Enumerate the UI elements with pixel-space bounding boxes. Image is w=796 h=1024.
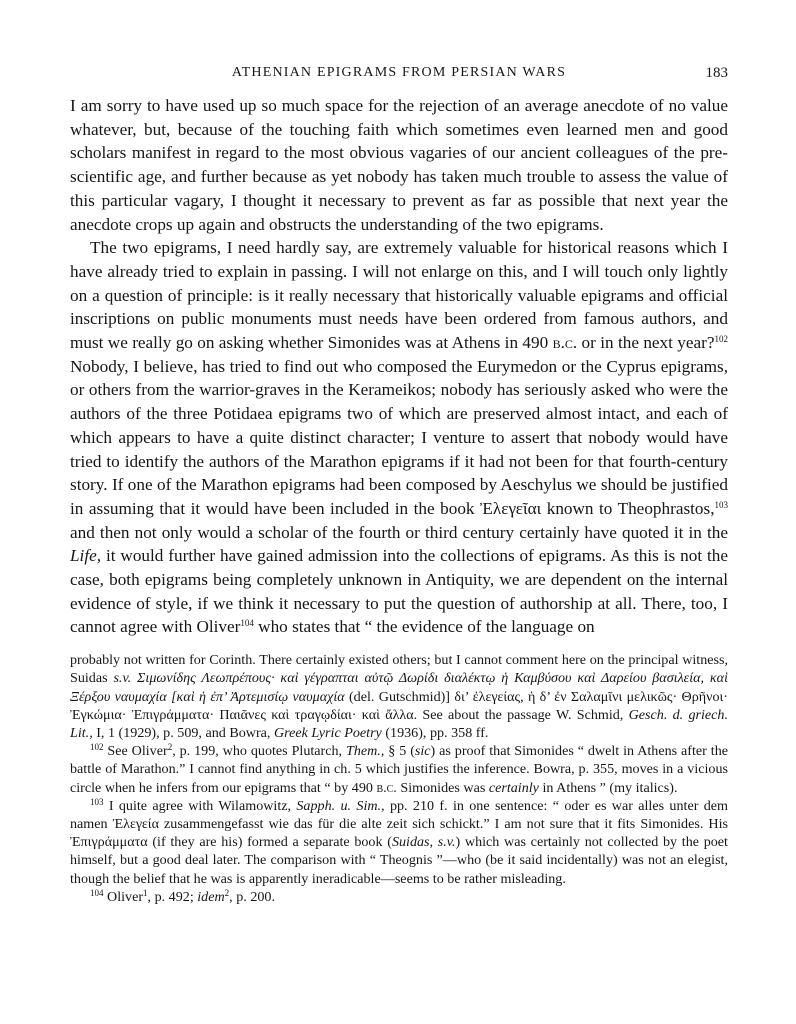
fn103-suidas: Suidas, s.v. bbox=[391, 834, 456, 851]
fn102-text-e: Simonides was bbox=[396, 779, 489, 796]
paragraph-2-text-d: it would further have gained admission into the collections of epigrams. As this is not the case, both epigrams being completely unknown in Antiquity, we are dependent on the internal evidence of style, if we think it necessary to put the question of authorship at all. There, too, I cannot agree with Oliver bbox=[70, 546, 728, 637]
running-title: ATHENIAN EPIGRAMS FROM PERSIAN WARS bbox=[231, 65, 567, 80]
fn102-text-c: § 5 ( bbox=[384, 743, 415, 760]
footnotes bbox=[70, 651, 728, 906]
main-text bbox=[70, 94, 728, 639]
fn102-text-b: , p. 199, who quotes Plutarch, bbox=[172, 743, 346, 760]
paragraph-2-text-c: and then not only would a scholar of the fourth or third century certainly have quoted it in the bbox=[70, 522, 728, 542]
running-header bbox=[70, 58, 728, 88]
fn103-text-b: pp. 210 f. in one sentence: “ oder es war alles unter dem namen Ἐλεγεία zusammengefasst wie das für die alte zeit sich schickt.” I am not sure that it fits Simonides. His Ἐπιγράμματα (if they are his) formed a separate book ( bbox=[70, 797, 729, 851]
footnote-ref-103: 103 bbox=[714, 499, 728, 510]
footnote-102 bbox=[70, 742, 728, 797]
fn102-text-a: See Oliver bbox=[103, 743, 168, 760]
fn102-text-d: ) as proof that Simonides “ dwelt in Athens after the battle of Marathon.” I cannot find anything in ch. 5 which justifies the inference. Bowra, p. 355, moves in a vicious circle when he infers from our epigrams that “ by 490 bbox=[70, 743, 728, 796]
fn104-sup1: 1 bbox=[143, 887, 148, 898]
fn102-sup: 2 bbox=[167, 742, 173, 753]
bc-abbrev: b.c. bbox=[552, 333, 578, 353]
paragraph-2-text-a: The two epigrams, I need hardly say, are extremely valuable for historical reasons which I have already tried to explain in passing. I will not enlarge on this, and I will touch only lightly on a question of principle: is it really necessary that historically valuable epigrams and official inscriptions on public monuments must needs have been ordered from famous authors, and must we really go on asking whether Simonides was at Athens in 490 bbox=[70, 238, 728, 353]
footnote-number-102: 102 bbox=[90, 742, 104, 753]
paragraph-2-text-a-end: or in the next year? bbox=[577, 333, 715, 353]
fn102-text-f: in Athens ” (my italics). bbox=[538, 779, 678, 796]
fn104-idem: idem bbox=[197, 888, 225, 905]
italic-life: Life, bbox=[70, 546, 102, 566]
fn104-sup2: 2 bbox=[224, 887, 230, 898]
page-number: 183 bbox=[705, 65, 728, 81]
fn-cont-del: (del. Gutschmid)] δι’ ἐλεγείας, ἡ δ’ ἐν Σαλαμῖνι μελικῶς· Θρῆνοι· Ἐγκώμια· Ἐπιγράμματα· Παιᾶνες καὶ τραγῳδίαι· καὶ ἄλλα. bbox=[70, 688, 729, 723]
page bbox=[70, 58, 728, 906]
fn104-text-b: , p. 492; bbox=[147, 888, 198, 905]
greek-elegeiai: Ἐλεγεῖαι bbox=[480, 498, 542, 518]
fn102-bc: b.c. bbox=[376, 779, 397, 796]
paragraph-2 bbox=[70, 236, 728, 639]
fn102-sic: sic bbox=[414, 743, 431, 760]
fn103-text-c: ) which was certainly not collected by the poet himself, but a good deal later. The comparison with “ Theognis ”—who (be it said incidentally) was not an elegist, though the belief that he was is apparently ineradicable—seems to be rather misleading. bbox=[70, 834, 728, 887]
fn103-sapph: Sapph. u. Sim., bbox=[296, 797, 385, 814]
footnote-104 bbox=[70, 888, 728, 906]
paragraph-2-text-b-mid: known to Theophrastos, bbox=[541, 498, 715, 518]
fn104-text-a: Oliver bbox=[103, 888, 144, 905]
footnote-continuation bbox=[70, 651, 728, 742]
fn-cont-text: probably not written for Corinth. There certainly existed others; but I cannot comment here on the principal witness, Suidas bbox=[70, 652, 728, 687]
fn102-certainly: certainly bbox=[488, 779, 539, 796]
fn-cont-sv: s.v. bbox=[113, 670, 132, 687]
footnote-number-103: 103 bbox=[90, 796, 104, 807]
fn-cont-gesch: Gesch. d. griech. Lit., bbox=[70, 706, 728, 741]
footnote-103 bbox=[70, 797, 728, 888]
footnote-ref-104: 104 bbox=[240, 618, 254, 629]
fn-cont-text-d: (1936), pp. 358 ff. bbox=[381, 724, 489, 741]
footnote-ref-102: 102 bbox=[714, 334, 728, 345]
footnote-number-104: 104 bbox=[90, 887, 104, 898]
paragraph-2-text-b: Nobody, I believe, has tried to find out who composed the Eurymedon or the Cyprus epigrams, or others from the warrior-graves in the Kerameikos; nobody has seriously asked who were the authors of the three Potidaea epigrams two of which are preserved almost intact, and each of which appears to have a quite distinct character; I venture to assert that nobody would have tried to identify the authors of the Marathon epigrams if it had not been for that fourth-century story. If one of the Marathon epigrams had been composed by Aeschylus we should be justified in assuming that it would have been included in the book bbox=[70, 356, 728, 518]
fn-cont-text-c: I, 1 (1929), p. 509, and Bowra, bbox=[92, 724, 274, 741]
paragraph-1: I am sorry to have used up so much space for the rejection of an average anecdote of no value whatever, but, because of the touching faith which sometimes even learned men and good scholars manifest in regard to the most obvious vagaries of our ancient colleagues of the pre-scientific age, and further because as yet nobody has taken much trouble to assess the value of this particular vagary, I thought it necessary to prevent as far as possible that next year the anecdote crops up again and obstructs the understanding of the two epigrams. bbox=[70, 96, 728, 234]
fn102-them: Them., bbox=[345, 743, 385, 760]
fn-cont-glp: Greek Lyric Poetry bbox=[273, 724, 382, 741]
fn-cont-greek: Σιμωνίδης Λεωπρέπους· καὶ γέγραπται αὐτῷ Δωρίδι διαλέκτῳ ἡ Καμβύσου καὶ Δαρείου βασιλεία, καὶ Ξέρξου ναυμαχία [καὶ ἡ ἐπ’ Ἀρτεμισίῳ ναυμαχία bbox=[70, 670, 728, 705]
fn104-text-c: , p. 200. bbox=[229, 888, 275, 905]
fn103-text-a: I quite agree with Wilamowitz, bbox=[103, 797, 297, 814]
fn-cont-text-b: See about the passage W. Schmid, bbox=[417, 706, 629, 723]
paragraph-2-text-e: who states that “ the evidence of the language on bbox=[253, 617, 595, 637]
